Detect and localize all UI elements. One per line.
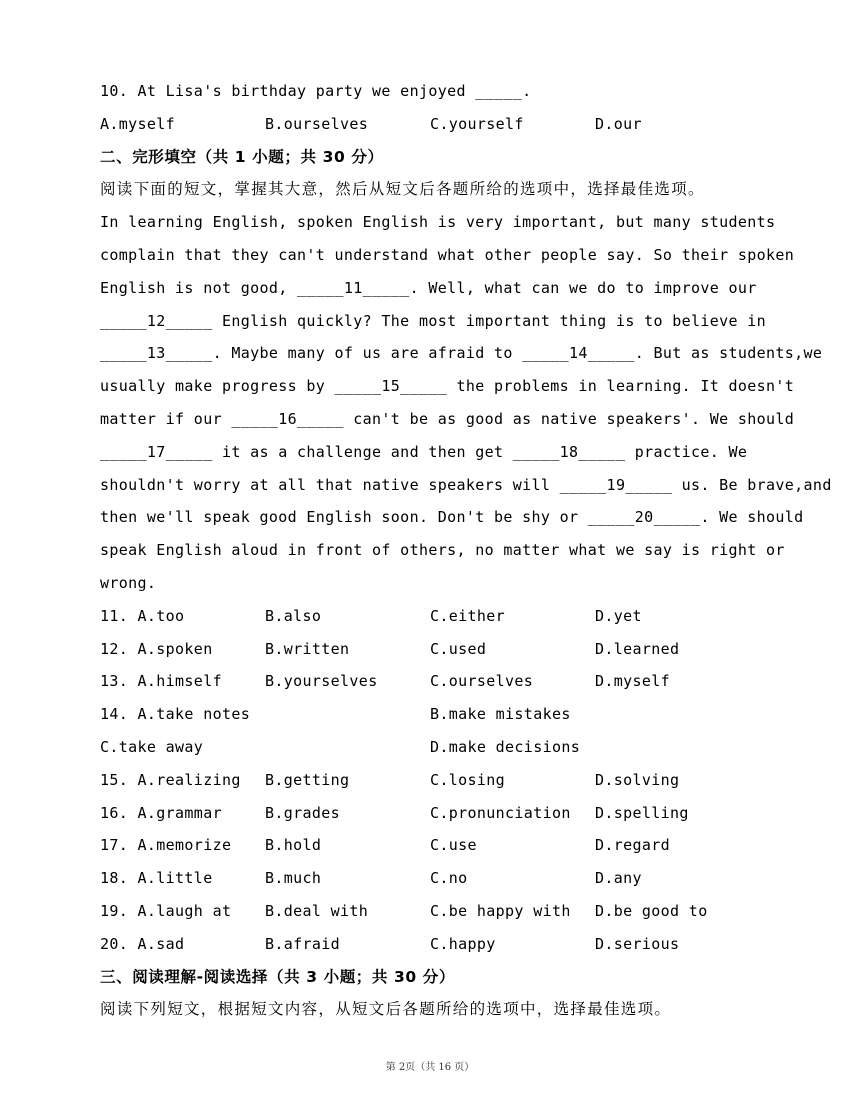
option-a: 18. A.little [100, 869, 213, 888]
passage-line: speak English aloud in front of others, no matter what we say is right or [100, 541, 785, 560]
option-c: C.ourselves [430, 672, 534, 691]
cloze-passage [100, 206, 832, 600]
option-d: D.solving [595, 770, 680, 789]
option-a: 20. A.sad [100, 934, 185, 953]
passage-line: matter if our _____16_____ can't be as good as native speakers'. We should [100, 409, 795, 428]
section-3-instruction: 阅读下列短文，根据短文内容，从短文后各题所给的选项中，选择最佳选项。 [100, 1000, 672, 1019]
section-3-heading: 三、阅读理解-阅读选择（共 3 小题；共 30 分） [100, 967, 455, 986]
passage-line: _____17_____ it as a challenge and then get _____18_____ practice. We [100, 442, 748, 461]
question-14-options-cd [100, 731, 770, 764]
option-a: 19. A.laugh at [100, 901, 232, 920]
option-c: C.be happy with [430, 901, 571, 920]
option-d: D.make decisions [430, 737, 581, 756]
option-c: C.yourself [430, 114, 524, 133]
passage-line: _____13_____. Maybe many of us are afraid to _____14_____. But as students,we [100, 344, 823, 363]
option-d: D.regard [595, 836, 671, 855]
passage-line: complain that they can't understand what other people say. So their spoken [100, 245, 795, 264]
question-13-options [100, 665, 770, 698]
option-a: 12. A.spoken [100, 639, 213, 658]
passage-line: shouldn't worry at all that native speakers will _____19_____ us. Be brave,and [100, 475, 832, 494]
option-d: D.spelling [595, 803, 689, 822]
option-b: B.ourselves [265, 114, 369, 133]
question-19-options [100, 895, 770, 928]
passage-line: usually make progress by _____15_____ the problems in learning. It doesn't [100, 377, 795, 396]
option-d: D.learned [595, 639, 680, 658]
option-b: B.yourselves [265, 672, 378, 691]
option-b: B.written [265, 639, 350, 658]
option-b: B.also [265, 606, 322, 625]
option-d: D.yet [595, 606, 642, 625]
option-b: B.grades [265, 803, 341, 822]
option-a: 11. A.too [100, 606, 185, 625]
option-c: C.no [430, 869, 468, 888]
option-c: C.used [430, 639, 487, 658]
passage-line: then we'll speak good English soon. Don't be shy or _____20_____. We should [100, 508, 804, 527]
exam-page [100, 75, 832, 1026]
option-a: 13. A.himself [100, 672, 222, 691]
option-a: 14. A.take notes [100, 705, 251, 724]
question-20-options [100, 928, 770, 961]
option-d: D.our [595, 114, 642, 133]
question-14-options-ab [100, 698, 770, 731]
option-d: D.serious [595, 934, 680, 953]
question-18-options [100, 862, 770, 895]
option-a: 17. A.memorize [100, 836, 232, 855]
question-17-options [100, 829, 770, 862]
option-c: C.either [430, 606, 506, 625]
option-a: 16. A.grammar [100, 803, 222, 822]
passage-line: English is not good, _____11_____. Well, what can we do to improve our [100, 278, 757, 297]
passage-line: In learning English, spoken English is very important, but many students [100, 213, 776, 232]
option-b: B.hold [265, 836, 322, 855]
question-12-options [100, 633, 770, 666]
cloze-options [100, 600, 770, 961]
option-c: C.losing [430, 770, 506, 789]
page-footer: 第 2页（共 16 页） [385, 1062, 475, 1073]
passage-line: wrong. [100, 573, 157, 592]
option-b: B.make mistakes [430, 705, 571, 724]
option-b: B.afraid [265, 934, 341, 953]
option-d: D.myself [595, 672, 671, 691]
option-d: D.any [595, 869, 642, 888]
passage-line: _____12_____ English quickly? The most important thing is to believe in [100, 311, 767, 330]
question-15-options [100, 764, 770, 797]
option-a: A.myself [100, 114, 176, 133]
question-10-options [100, 108, 770, 141]
section-2-instruction: 阅读下面的短文，掌握其大意，然后从短文后各题所给的选项中，选择最佳选项。 [100, 180, 705, 199]
option-c: C.use [430, 836, 477, 855]
option-d: D.be good to [595, 901, 708, 920]
option-b: B.getting [265, 770, 350, 789]
option-b: B.deal with [265, 901, 369, 920]
option-b: B.much [265, 869, 322, 888]
question-10-stem: 10. At Lisa's birthday party we enjoyed _____. [100, 82, 532, 100]
option-c: C.take away [100, 737, 204, 756]
option-c: C.pronunciation [430, 803, 571, 822]
question-11-options [100, 600, 770, 633]
option-c: C.happy [430, 934, 496, 953]
question-16-options [100, 797, 770, 830]
option-a: 15. A.realizing [100, 770, 241, 789]
section-2-heading: 二、完形填空（共 1 小题；共 30 分） [100, 147, 384, 166]
